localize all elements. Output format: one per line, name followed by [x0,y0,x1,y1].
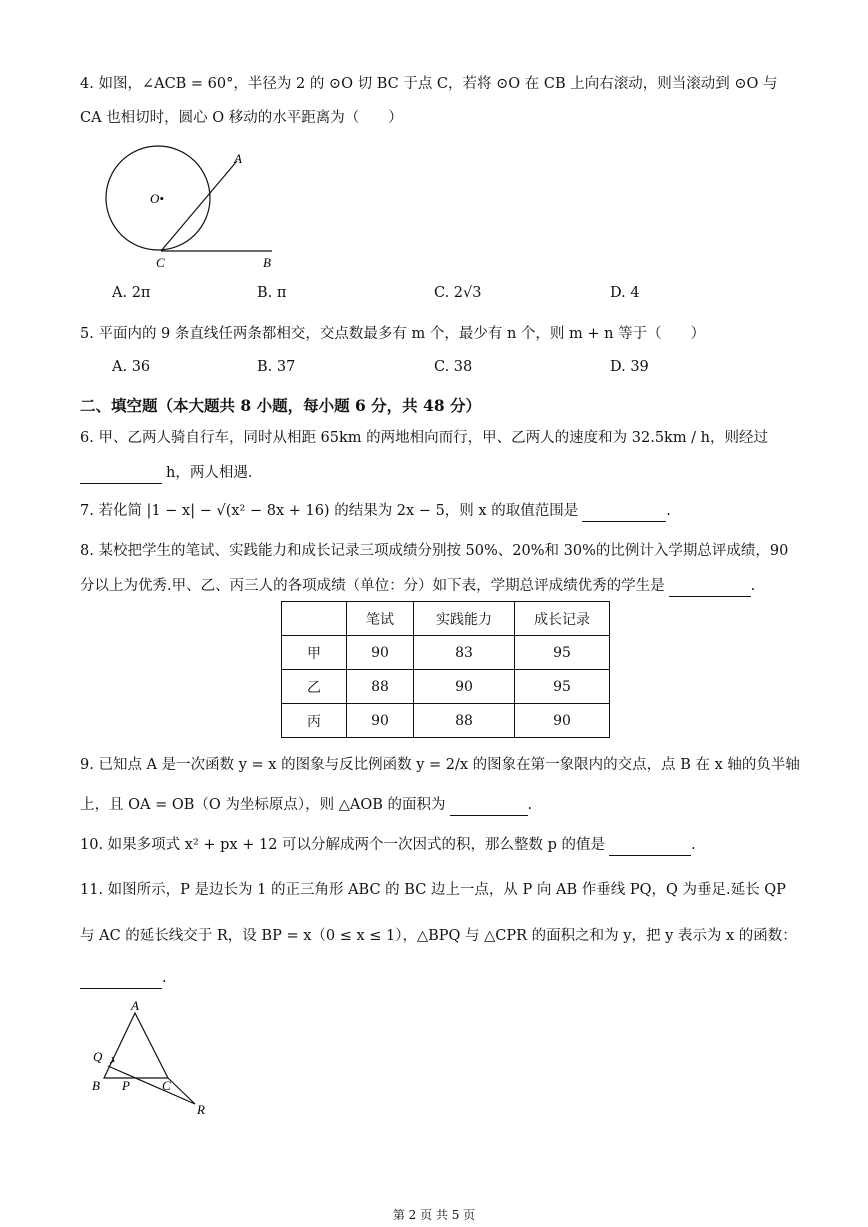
table-header-cell [282,602,347,636]
q7-answer-blank[interactable] [582,501,666,522]
table-cell: 88 [414,704,515,738]
table-cell: 95 [515,636,610,670]
q10-line: 10. 如果多项式 x² + px + 12 可以分解成两个一次因式的积，那么整数 p 的值是 . [80,835,696,856]
q9-answer-blank[interactable] [450,795,528,816]
label-p: P [122,1078,130,1093]
q4-option-b: B. π [257,285,287,301]
q4-option-d: D. 4 [610,285,640,301]
table-cell: 90 [414,670,515,704]
q11-triangle-figure [88,1000,218,1125]
q5-option-d: D. 39 [610,359,649,375]
label-q: Q [93,1049,103,1064]
section-heading-fill-in: 二、填空题（本大题共 8 小题，每小题 6 分，共 48 分） [80,396,482,415]
page-footer: 第 2 页 共 5 页 [392,1208,476,1222]
table-header-cell: 实践能力 [414,602,515,636]
label-o: O• [150,191,164,206]
table-cell: 83 [414,636,515,670]
q11-answer-line: . [80,968,167,989]
table-cell: 90 [515,704,610,738]
q6-answer-blank[interactable] [80,463,162,484]
q5-option-a: A. 36 [112,359,151,375]
q4-text-line1: 4. 如图，∠ACB = 60°，半径为 2 的 ⊙O 切 BC 于点 C，若将 ⊙O 在 CB 上向右滚动，则当滚动到 ⊙O 与 [80,76,778,92]
label-a: A [234,151,242,166]
q8-answer-blank[interactable] [669,576,751,597]
q8-score-table [281,601,610,738]
q5-text-line1: 5. 平面内的 9 条直线任两条都相交，交点数最多有 m 个，最少有 n 个，则 m + n 等于（ ） [80,326,706,342]
q5-option-c: C. 38 [434,359,473,375]
table-row [282,670,610,704]
table-cell: 95 [515,670,610,704]
q4-option-c: C. 2√3 [434,285,482,301]
line-ar-extension [168,1078,195,1104]
q11-text-line1: 11. 如图所示，P 是边长为 1 的正三角形 ABC 的 BC 边上一点，从 P 向 AB 作垂线 PQ，Q 为垂足.延长 QP [80,882,786,898]
q5-option-b: B. 37 [257,359,296,375]
table-cell: 甲 [282,636,347,670]
q9-line2: 上，且 OA = OB（O 为坐标原点），则 △AOB 的面积为 . [80,795,532,816]
label-b: B [263,255,271,270]
label-b: B [92,1078,100,1093]
q6-text-line2: h，两人相遇. [166,465,253,481]
q6-line2 [80,463,252,484]
table-header-cell: 笔试 [347,602,414,636]
label-a: A [131,998,139,1013]
q7-line: 7. 若化简 |1 − x| − √(x² − 8x + 16) 的结果为 2x − 5，则 x 的取值范围是 . [80,501,671,522]
q9-text-line2: 上，且 OA = OB（O 为坐标原点），则 △AOB 的面积为 [80,797,446,813]
q8-line2: 分以上为优秀.甲、乙、丙三人的各项成绩（单位：分）如下表，学期总评成绩优秀的学生是 . [80,576,755,597]
table-cell: 90 [347,636,414,670]
q8-text-line1: 8. 某校把学生的笔试、实践能力和成长记录三项成绩分别按 50%、20%和 30%的比例计入学期总评成绩，90 [80,543,789,559]
q4-option-a: A. 2π [112,285,151,301]
label-c: C [156,255,165,270]
q9-text-line1: 9. 已知点 A 是一次函数 y = x 的图象与反比例函数 y = 2/x 的图象在第一象限内的交点，点 B 在 x 轴的负半轴 [80,757,800,773]
table-cell: 丙 [282,704,347,738]
q6-text-line1: 6. 甲、乙两人骑自行车，同时从相距 65km 的两地相向而行，甲、乙两人的速度和为 32.5km / h，则经过 [80,430,769,446]
q10-answer-blank[interactable] [609,835,691,856]
table-row [282,636,610,670]
q4-text-line2: CA 也相切时，圆心 O 移动的水平距离为（ ） [80,110,403,126]
table-cell: 乙 [282,670,347,704]
q11-text-line2: 与 AC 的延长线交于 R，设 BP = x（0 ≤ x ≤ 1），△BPQ 与 △CPR 的面积之和为 y，把 y 表示为 x 的函数： [80,928,797,944]
table-cell: 88 [347,670,414,704]
table-header-row [282,602,610,636]
q11-answer-blank[interactable] [80,968,162,989]
label-c: C [162,1078,171,1093]
ray-ca [161,161,237,251]
q7-text: 7. 若化简 |1 − x| − √(x² − 8x + 16) 的结果为 2x − 5，则 x 的取值范围是 [80,503,579,519]
q10-text: 10. 如果多项式 x² + px + 12 可以分解成两个一次因式的积，那么整数 p 的值是 [80,837,606,853]
table-header-cell: 成长记录 [515,602,610,636]
label-r: R [197,1102,205,1117]
q8-text-line2: 分以上为优秀.甲、乙、丙三人的各项成绩（单位：分）如下表，学期总评成绩优秀的学生是 [80,578,665,594]
table-row [282,704,610,738]
q4-circle-figure [100,145,300,275]
table-cell: 90 [347,704,414,738]
